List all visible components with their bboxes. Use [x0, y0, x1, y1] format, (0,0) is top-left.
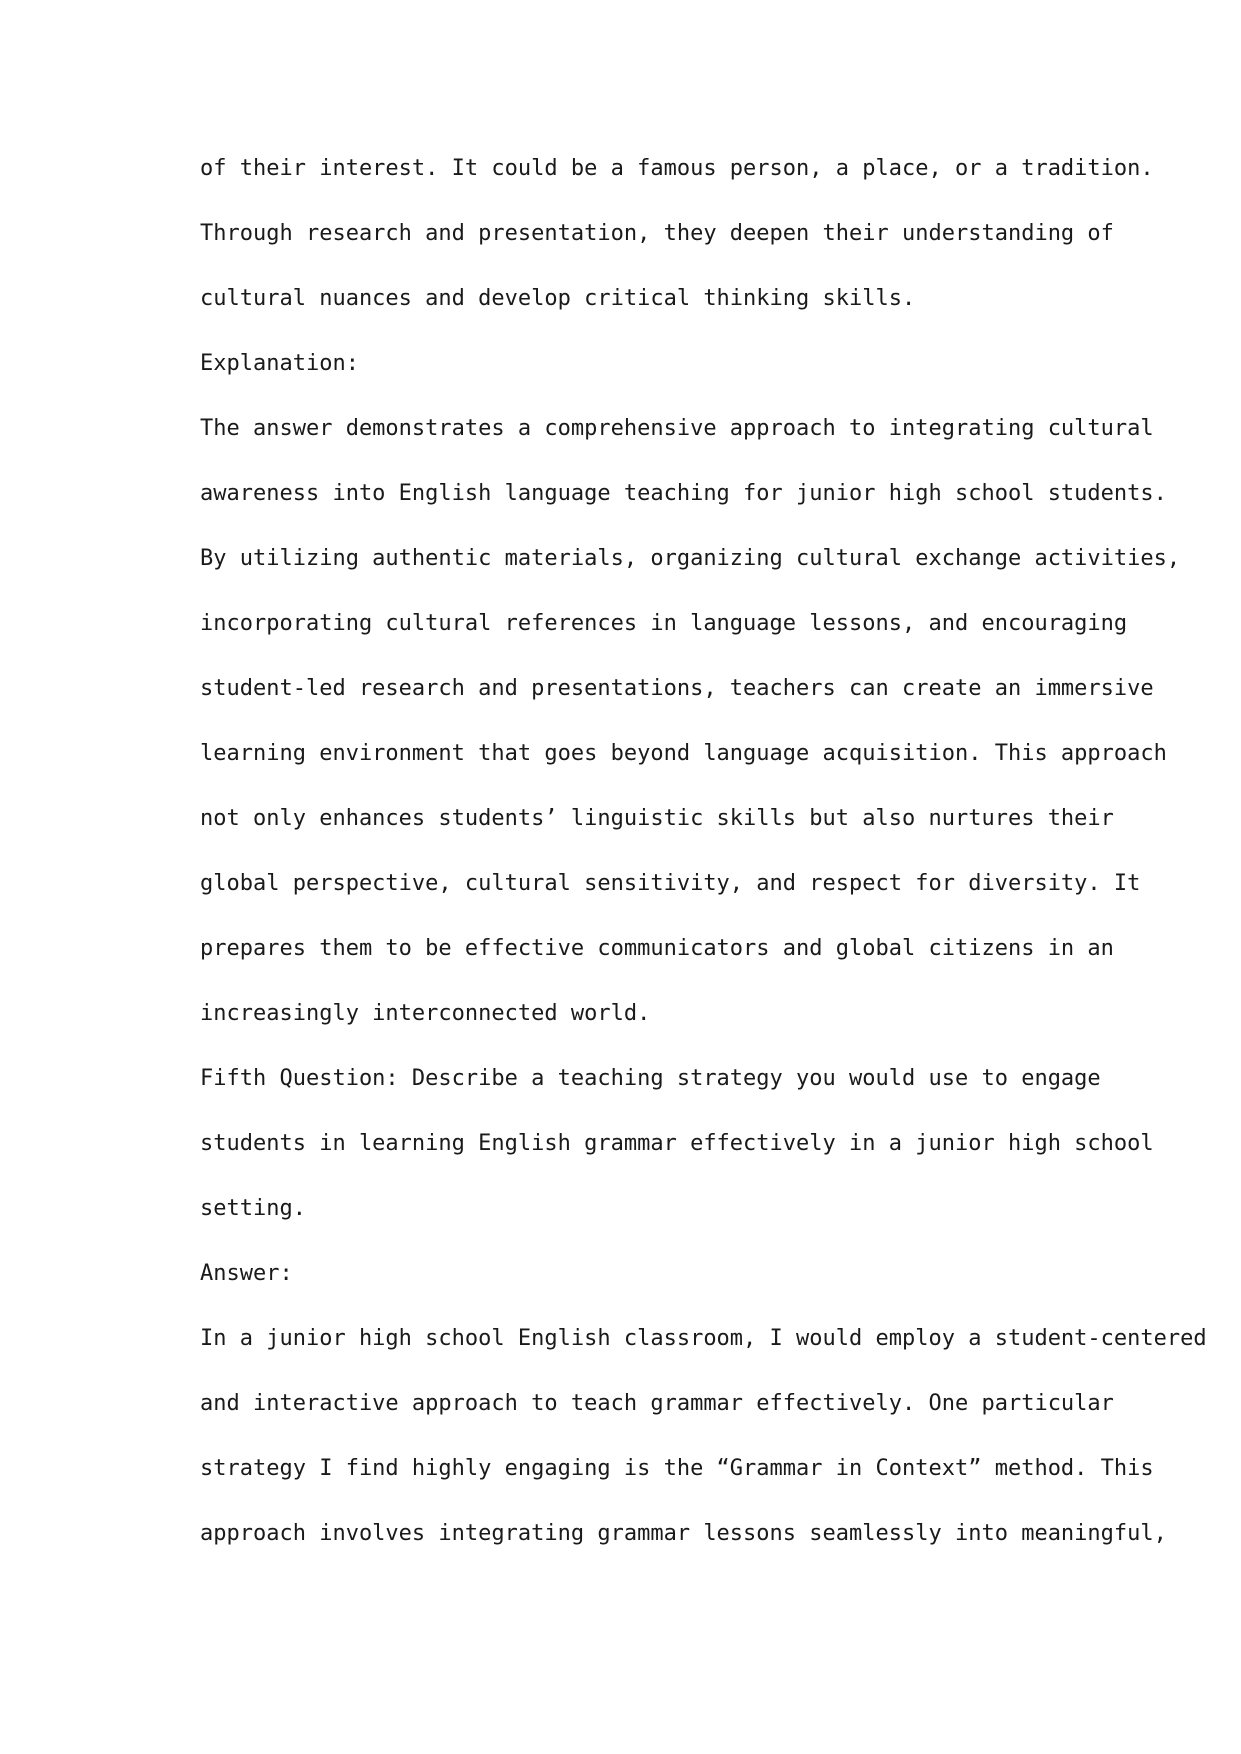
text-line: and interactive approach to teach grammar effectively. One particular	[200, 1391, 1114, 1416]
text-line: strategy I find highly engaging is the “Grammar in Context” method. This	[200, 1456, 1154, 1481]
text-line: of their interest. It could be a famous person, a place, or a tradition.	[200, 156, 1154, 181]
text-line: not only enhances students’ linguistic skills but also nurtures their	[200, 806, 1114, 831]
text-line: incorporating cultural references in language lessons, and encouraging	[200, 611, 1128, 636]
section-label-explanation: Explanation:	[200, 351, 359, 376]
section-label-answer: Answer:	[200, 1261, 293, 1286]
text-line: learning environment that goes beyond language acquisition. This approach	[200, 741, 1167, 766]
question-heading: students in learning English grammar effectively in a junior high school	[200, 1131, 1154, 1156]
text-line: In a junior high school English classroom, I would employ a student-centered	[200, 1326, 1207, 1351]
text-line: cultural nuances and develop critical thinking skills.	[200, 286, 916, 311]
text-line: awareness into English language teaching for junior high school students.	[200, 481, 1167, 506]
text-line: The answer demonstrates a comprehensive approach to integrating cultural	[200, 416, 1154, 441]
text-line: increasingly interconnected world.	[200, 1001, 651, 1026]
text-line: student-led research and presentations, teachers can create an immersive	[200, 676, 1154, 701]
text-line: prepares them to be effective communicators and global citizens in an	[200, 936, 1114, 961]
question-heading: setting.	[200, 1196, 306, 1221]
text-line: approach involves integrating grammar lessons seamlessly into meaningful,	[200, 1521, 1167, 1546]
text-line: By utilizing authentic materials, organizing cultural exchange activities,	[200, 546, 1181, 571]
document-body	[200, 136, 1207, 1566]
question-heading: Fifth Question: Describe a teaching strategy you would use to engage	[200, 1066, 1101, 1091]
text-line: global perspective, cultural sensitivity, and respect for diversity. It	[200, 871, 1141, 896]
text-line: Through research and presentation, they deepen their understanding of	[200, 221, 1114, 246]
